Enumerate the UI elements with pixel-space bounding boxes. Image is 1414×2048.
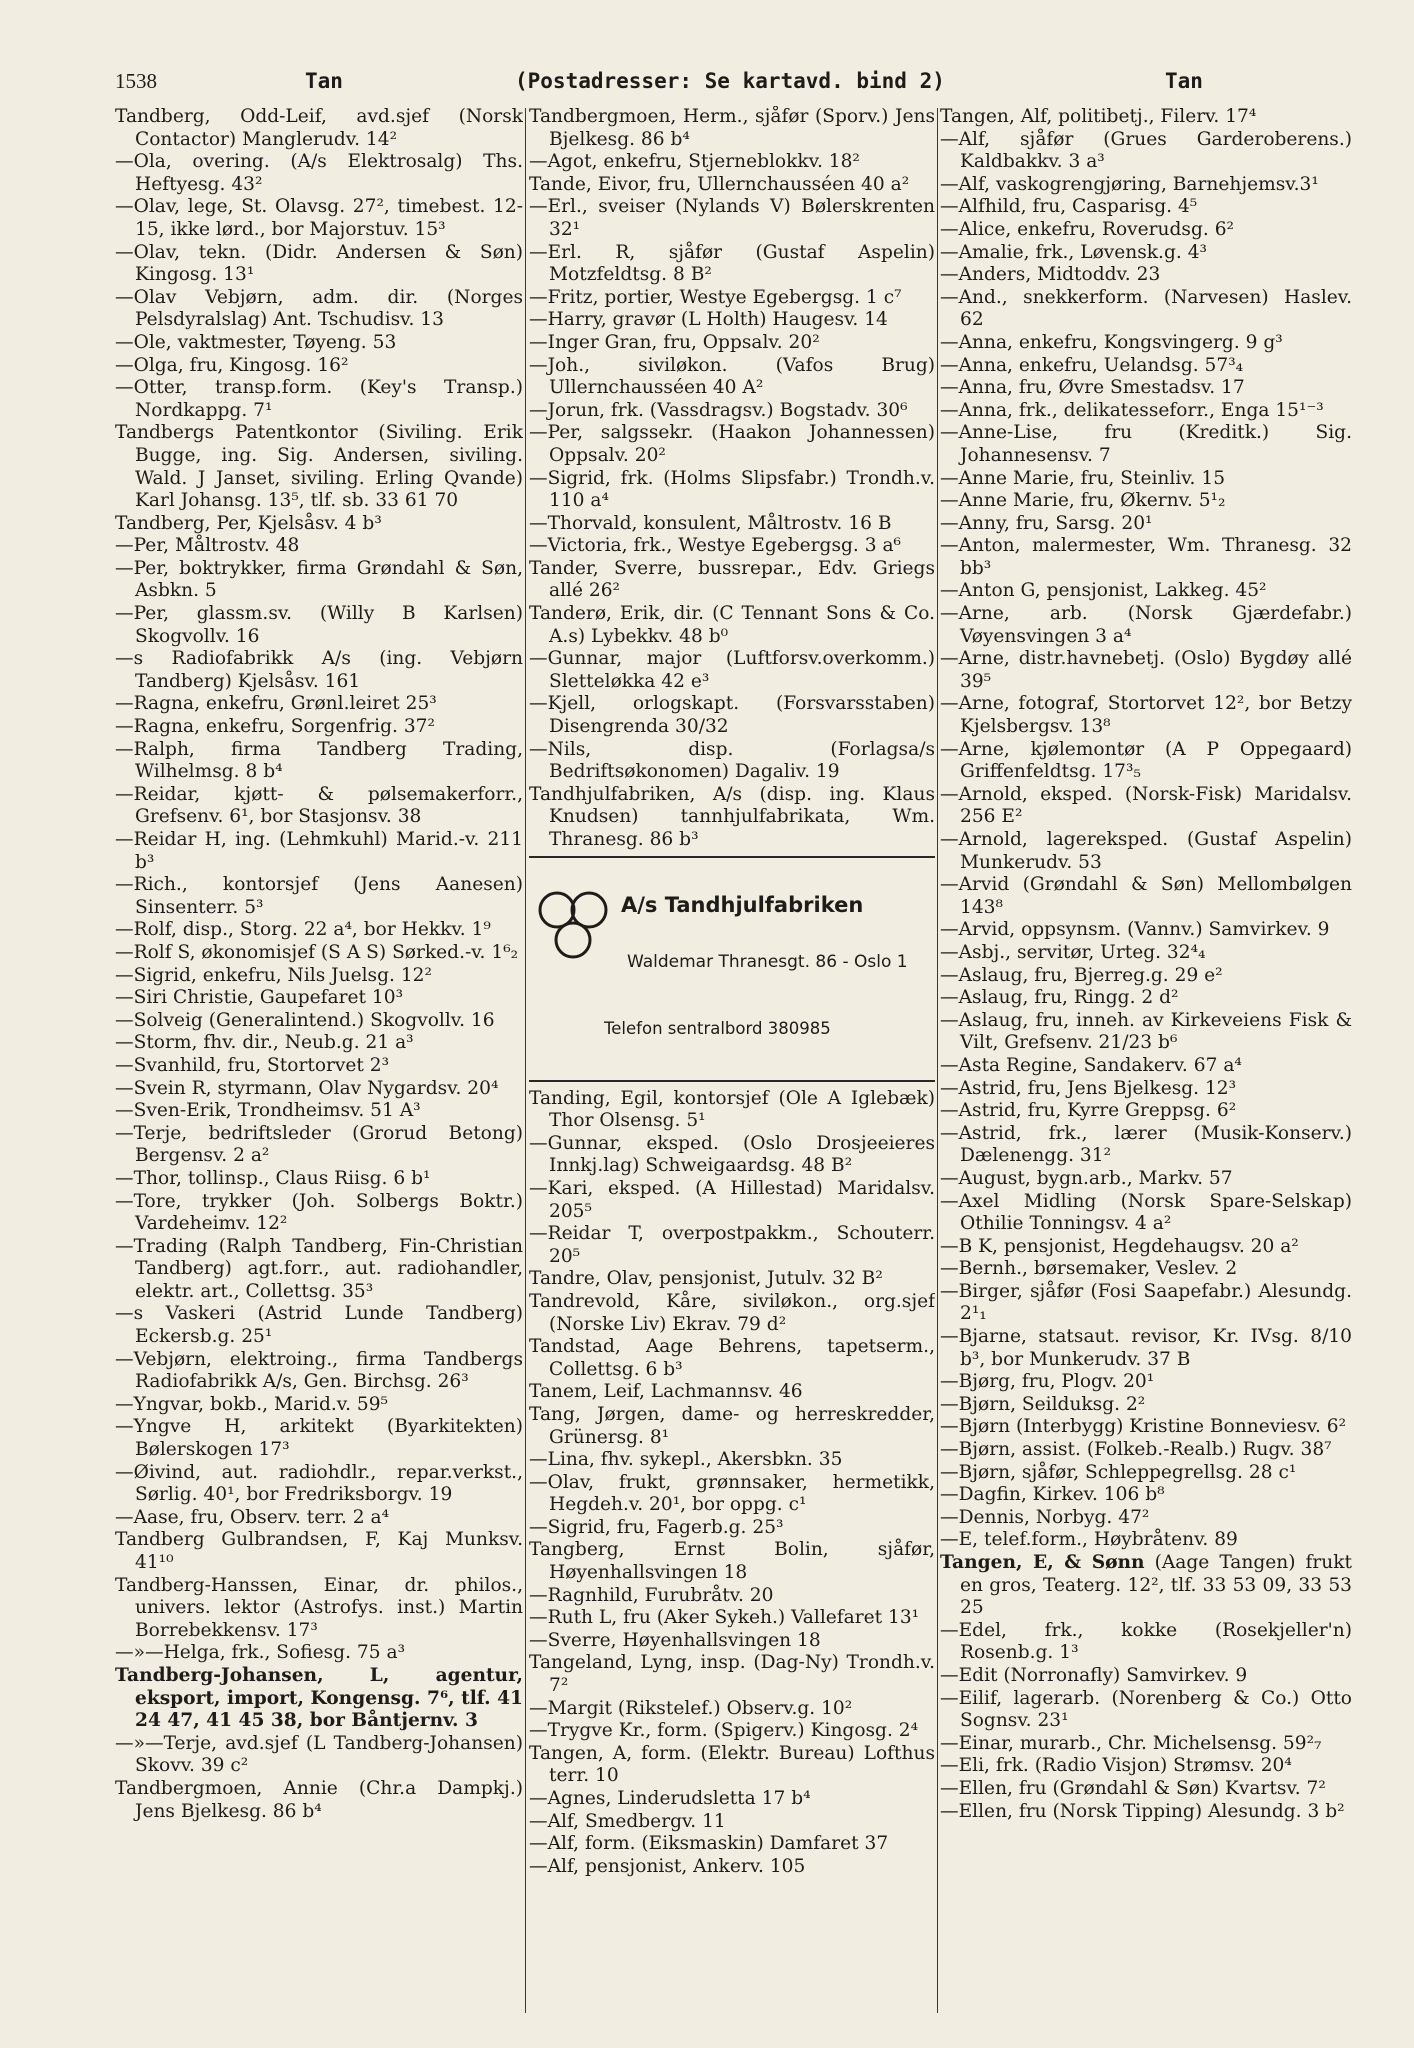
directory-entry: —Sverre, Høyenhallsvingen 18 (529, 1629, 821, 1651)
directory-entry: Tanderø, Erik, dir. (C Tennant Sons & Co. A.s) Lybekkv. 48 b⁰ (529, 603, 935, 647)
directory-entry: —Olga, fru, Kingosg. 16² (115, 354, 349, 376)
directory-entry: —Trading (Ralph Tandberg, Fin-Christian Tandberg) agt.forr., aut. radiohandler, elektr. art., Collettsg. 35³ (115, 1235, 523, 1302)
column-divider-1 (525, 108, 526, 2013)
directory-entry: —Sigrid, frk. (Holms Slipsfabr.) Trondh.v. 110 a⁴ (529, 467, 935, 512)
directory-entry: —Ola, overing. (A/s Elektrosalg) Ths. Heftyesg. 43² (115, 151, 523, 195)
directory-entry: —Per, glassm.sv. (Willy B Karlsen) Skogvollv. 16 (115, 603, 523, 647)
directory-entry: —Astrid, fru, Kyrre Greppsg. 6² (940, 1100, 1237, 1122)
directory-entry: —Sigrid, enkefru, Nils Juelsg. 12² (115, 964, 432, 986)
directory-entry: Tandberg-Hanssen, Einar, dr. philos., univers. lektor (Astrofys. inst.) Martin Borrebekkensv. 17³ (115, 1574, 523, 1641)
directory-entry: —Nils, disp. (Forlagsa/s Bedriftsøkonomen) Dagaliv. 19 (529, 738, 935, 783)
directory-entry: —Rich., kontorsjef (Jens Aanesen) Sinsenterr. 5³ (115, 874, 523, 918)
directory-entry: Tangberg, Ernst Bolin, sjåfør, Høyenhallsvingen 18 (529, 1539, 935, 1584)
directory-entry: —Ole, vaktmester, Tøyeng. 53 (115, 331, 397, 353)
directory-entry: —Olav, tekn. (Didr. Andersen & Søn) Kingosg. 13¹ (115, 241, 523, 286)
directory-entry: —Jorun, frk. (Vassdragsv.) Bogstadv. 30⁶ (529, 399, 908, 421)
directory-entry: Tanding, Egil, kontorsjef (Ole A Iglebæk) Thor Olsensg. 5¹ (529, 1087, 935, 1132)
directory-entry: —Bjørn, Seilduksg. 2² (940, 1393, 1146, 1415)
directory-entry: Tandre, Olav, pensjonist, Jutulv. 32 B² (529, 1268, 883, 1290)
directory-entry: —Aslaug, fru, Ringg. 2 d² (940, 987, 1179, 1009)
directory-entry: —Gunnar, major (Luftforsv.overkomm.) Sletteløkka 42 e³ (529, 648, 935, 692)
directory-entry: —Amalie, frk., Løvensk.g. 4³ (940, 241, 1207, 263)
header-center: (Postadresser: Se kartavd. bind 2) (515, 69, 945, 93)
directory-entry: —Dennis, Norbyg. 47² (940, 1506, 1150, 1528)
directory-entry: —Alf, sjåfør (Grues Garderoberens.) Kaldbakkv. 3 a³ (940, 128, 1352, 173)
directory-entry: —Harry, gravør (L Holth) Haugesv. 14 (529, 309, 888, 331)
directory-entry: —Bjørn (Interbygg) Kristine Bonneviesv. 6² (940, 1416, 1347, 1438)
directory-entry: —Eli, frk. (Radio Visjon) Strømsv. 20⁴ (940, 1755, 1292, 1777)
directory-entry: —Olav, frukt, grønnsaker, hermetikk, Hegdeh.v. 20¹, bor oppg. c¹ (529, 1471, 935, 1516)
directory-entry: —Gunnar, eksped. (Oslo Drosjeeieres Innkj.lag) Schweigaardsg. 48 B² (529, 1132, 935, 1177)
directory-entry: —Solveig (Generalintend.) Skogvollv. 16 (115, 1009, 495, 1031)
directory-entry: —Otter, transp.form. (Key's Transp.) Nordkappg. 7¹ (115, 377, 523, 421)
header-right-word: Tan (1165, 69, 1203, 93)
directory-entry: —Tore, trykker (Joh. Solbergs Boktr.) Vardeheimv. 12² (115, 1190, 523, 1235)
column-2-bottom-entries (529, 1088, 935, 1879)
directory-entry: —Sigrid, fru, Fagerb.g. 25³ (529, 1516, 784, 1538)
directory-entry: —s Radiofabrikk A/s (ing. Vebjørn Tandberg) Kjelsåsv. 161 (115, 648, 523, 692)
directory-entry: Tanem, Leif, Lachmannsv. 46 (529, 1381, 803, 1403)
directory-entry: —E, telef.form., Høybråtenv. 89 (940, 1529, 1238, 1551)
directory-entry: —Reidar, kjøtt- & pølsemakerforr., Grefsenv. 6¹, bor Stasjonsv. 38 (115, 783, 523, 828)
directory-entry: —Yngvar, bokb., Marid.v. 59⁵ (115, 1393, 389, 1415)
directory-entry: —Alf, pensjonist, Ankerv. 105 (529, 1855, 806, 1877)
directory-entry: Tangeland, Lyng, insp. (Dag-Ny) Trondh.v. 7² (529, 1652, 935, 1697)
directory-entry: —Asbj., servitør, Urteg. 32⁴₄ (940, 941, 1206, 963)
directory-entry: —Ragnhild, Furubråtv. 20 (529, 1584, 774, 1606)
directory-entry: —Bjørn, sjåfør, Schleppegrellsg. 28 c¹ (940, 1461, 1297, 1483)
directory-entry: Tandberg, Per, Kjelsåsv. 4 b³ (115, 512, 382, 534)
page-number: 1538 (115, 69, 157, 93)
directory-entry: —And., snekkerform. (Narvesen) Haslev. 62 (940, 286, 1352, 331)
ad-telephone: Telefon sentralbord 380985 (604, 1018, 831, 1038)
directory-entry: —Birger, sjåfør (Fosi Saapefabr.) Alesundg. 2¹₁ (940, 1280, 1352, 1325)
page-header (115, 64, 1350, 98)
directory-entry: Tangen, A, form. (Elektr. Bureau) Lofthus terr. 10 (529, 1742, 935, 1787)
directory-entry: —»—Helga, frk., Sofiesg. 75 a³ (115, 1642, 406, 1664)
directory-entry: —Ragna, enkefru, Grønl.leiret 25³ (115, 693, 437, 715)
directory-entry: —Arvid, oppsynsm. (Vannv.) Samvirkev. 9 (940, 919, 1330, 941)
directory-entry: Tandhjulfabriken, A/s (disp. ing. Klaus Knudsen) tannhjulfabrikata, Wm. Thranesg. 86 b³ (529, 783, 935, 850)
directory-entry: —s Vaskeri (Astrid Lunde Tandberg) Eckersb.g. 25¹ (115, 1303, 523, 1348)
directory-entry: Tangen, Alf, politibetj., Filerv. 17⁴ (940, 106, 1257, 127)
directory-entry: —Bjørn, assist. (Folkeb.-Realb.) Rugv. 38⁷ (940, 1439, 1332, 1461)
directory-entry: —Rolf, disp., Storg. 22 a⁴, bor Hekkv. 1⁹ (115, 919, 491, 941)
directory-entry: —Per, Måltrostv. 48 (115, 535, 300, 557)
directory-entry: —Ellen, fru (Grøndahl & Søn) Kvartsv. 7² (940, 1777, 1326, 1799)
header-left-word: Tan (305, 69, 343, 93)
directory-entry: Tandbergmoen, Annie (Chr.a Dampkj.) Jens Bjelkesg. 86 b⁴ (115, 1777, 523, 1822)
directory-entry: —Aslaug, fru, inneh. av Kirkeveiens Fisk & Vilt, Grefsenv. 21/23 b⁶ (940, 1009, 1352, 1054)
directory-entry: —Ruth L, fru (Aker Sykeh.) Vallefaret 13¹ (529, 1607, 920, 1629)
directory-entry: —Terje, bedriftsleder (Grorud Betong) Bergensv. 2 a² (115, 1122, 523, 1167)
directory-entry: Tandbergs Patentkontor (Siviling. Erik Bugge, ing. Sig. Andersen, siviling. Wald. J Janset, siviling. Erling Qvande) Karl Johansg. 13⁵, tlf. sb. 33 61 70 (115, 422, 523, 512)
directory-entry: —Thor, tollinsp., Claus Riisg. 6 b¹ (115, 1167, 431, 1189)
ad-address: Waldemar Thranesgt. 86 - Oslo 1 (627, 951, 908, 972)
directory-entry: —Aase, fru, Observ. terr. 2 a⁴ (115, 1506, 390, 1528)
directory-entry: —Fritz, portier, Westye Egebergsg. 1 c⁷ (529, 286, 902, 308)
directory-entry: —Bjarne, statsaut. revisor, Kr. IVsg. 8/10 b³, bor Munkerudv. 37 B (940, 1326, 1352, 1370)
directory-entry: —Arvid (Grøndahl & Søn) Mellombølgen 143⁸ (940, 874, 1352, 918)
directory-entry: —Anna, fru, Øvre Smestadsv. 17 (940, 377, 1245, 399)
directory-entry: —Anton, malermester, Wm. Thranesg. 32 bb³ (940, 535, 1352, 579)
directory-entry: —Per, salgssekr. (Haakon Johannessen) Oppsalv. 20² (529, 422, 935, 466)
directory-entry: —Eilif, lagerarb. (Norenberg & Co.) Otto Sognsv. 23¹ (940, 1687, 1352, 1732)
directory-entry: Tang, Jørgen, dame- og herreskredder, Grünersg. 8¹ (529, 1403, 935, 1448)
directory-entry: —Thorvald, konsulent, Måltrostv. 16 B (529, 512, 892, 534)
directory-entry: —Erl., sveiser (Nylands V) Bølerskrenten 32¹ (529, 196, 935, 240)
directory-entry: Tandberg-Johansen, L, agentur, eksport, import, Kongensg. 7⁶, tlf. 41 24 47, 41 45 38, bor Båntjernv. 3 (115, 1664, 523, 1732)
directory-entry: —Anne Marie, fru, Økernv. 5¹₂ (940, 490, 1226, 512)
directory-entry: —Arne, arb. (Norsk Gjærdefabr.) Vøyensvingen 3 a⁴ (940, 603, 1352, 647)
directory-entry: —Storm, fhv. dir., Neub.g. 21 a³ (115, 1032, 414, 1054)
directory-entry: —Anny, fru, Sarsg. 20¹ (940, 512, 1153, 534)
directory-entry: —Aslaug, fru, Bjerreg.g. 29 e² (940, 964, 1223, 986)
directory-entry: —Olav Vebjørn, adm. dir. (Norges Pelsdyralslag) Ant. Tschudisv. 13 (115, 286, 523, 331)
directory-entry: —Margit (Rikstelef.) Observ.g. 10² (529, 1697, 853, 1719)
directory-entry: —Kjell, orlogskapt. (Forsvarsstaben) Disengrenda 30/32 (529, 693, 935, 738)
directory-entry: —Arne, fotograf, Stortorvet 12², bor Betzy Kjelsbergsv. 13⁸ (940, 693, 1352, 738)
directory-entry: —Agnes, Linderudsletta 17 b⁴ (529, 1788, 811, 1809)
directory-entry: —August, bygn.arb., Markv. 57 (940, 1167, 1233, 1189)
directory-entry: —Arne, distr.havnebetj. (Oslo) Bygdøy allé 39⁵ (940, 648, 1352, 692)
directory-entry: Tander, Sverre, bussrepar., Edv. Griegs allé 26² (529, 557, 935, 602)
directory-entry: Tande, Eivor, fru, Ullernchausséen 40 a² (529, 173, 910, 195)
directory-entry: —Anna, enkefru, Uelandsg. 57³₄ (940, 354, 1244, 376)
directory-entry: —Ragna, enkefru, Sorgenfrig. 37² (115, 716, 435, 738)
directory-entry: —Einar, murarb., Chr. Michelsensg. 59²₇ (940, 1732, 1322, 1754)
directory-entry: —Rolf S, økonomisjef (S A S) Sørked.-v. 1⁶₂ (115, 941, 519, 963)
directory-entry: —Anna, enkefru, Kongsvingerg. 9 g³ (940, 331, 1283, 353)
directory-entry: —»—Terje, avd.sjef (L Tandberg-Johansen) Skovv. 39 c² (115, 1732, 523, 1777)
directory-entry: —Reidar T, overpostpakkm., Schouterr. 20⁵ (529, 1223, 935, 1267)
directory-entry: —Kari, eksped. (A Hillestad) Maridalsv. 205⁵ (529, 1177, 935, 1222)
directory-entry: Tangen, E, & Sønn (Aage Tangen) frukt en gros, Teaterg. 12², tlf. 33 53 09, 33 53 25 (940, 1552, 1352, 1619)
directory-entry: —B K, pensjonist, Hegdehaugsv. 20 a² (940, 1235, 1299, 1257)
directory-entry: Tandbergmoen, Herm., sjåfør (Sporv.) Jens Bjelkesg. 86 b⁴ (529, 106, 935, 150)
directory-entry: —Agot, enkefru, Stjerneblokkv. 18² (529, 151, 860, 173)
directory-entry: —Victoria, frk., Westye Egebergsg. 3 a⁶ (529, 535, 901, 557)
directory-entry: —Edit (Norronafly) Samvirkev. 9 (940, 1664, 1248, 1686)
directory-entry: —Svein R, styrmann, Olav Nygardsv. 20⁴ (115, 1077, 499, 1099)
directory-entry: —Øivind, aut. radiohdlr., repar.verkst., Sørlig. 40¹, bor Fredriksborgv. 19 (115, 1461, 523, 1506)
directory-entry: —Arnold, lagereksped. (Gustaf Aspelin) Munkerudv. 53 (940, 829, 1352, 873)
directory-entry: —Sven-Erik, Trondheimsv. 51 A³ (115, 1100, 421, 1122)
directory-entry: —Trygve Kr., form. (Spigerv.) Kingosg. 2⁴ (529, 1720, 919, 1742)
directory-entry: —Anna, frk., delikatesseforr., Enga 15¹⁻³ (940, 399, 1324, 421)
column-1 (115, 106, 523, 2026)
directory-entry: —Arne, kjølemontør (A P Oppegaard) Griffenfeldtsg. 17³₅ (940, 738, 1352, 783)
directory-entry: —Bernh., børsemaker, Veslev. 2 (940, 1258, 1238, 1280)
column-divider-2 (937, 108, 938, 2013)
directory-entry: Tandberg Gulbrandsen, F, Kaj Munksv. 41¹⁰ (115, 1529, 523, 1573)
directory-entry: —Ellen, fru (Norsk Tipping) Alesundg. 3 b² (940, 1800, 1345, 1822)
directory-entry: —Astrid, frk., lærer (Musik-Konserv.) Dælenengg. 31² (940, 1122, 1352, 1167)
directory-entry: —Yngve H, arkitekt (Byarkitekten) Bølerskogen 17³ (115, 1416, 523, 1461)
directory-entry: —Anders, Midtoddv. 23 (940, 264, 1161, 286)
ad-company-name: A/s Tandhjulfabriken (621, 892, 864, 917)
directory-entry: —Axel Midling (Norsk Spare-Selskap) Othilie Tonningsv. 4 a² (940, 1190, 1352, 1235)
column-3 (940, 106, 1352, 2026)
directory-entry: —Siri Christie, Gaupefaret 10³ (115, 987, 404, 1009)
directory-entry: —Dagfin, Kirkev. 106 b⁸ (940, 1484, 1165, 1506)
directory-entry: —Bjørg, fru, Plogv. 20¹ (940, 1371, 1155, 1393)
column-2-top-entries (529, 106, 935, 852)
directory-entry: —Anne Marie, fru, Steinliv. 15 (940, 467, 1226, 489)
directory-entry: —Reidar H, ing. (Lehmkuhl) Marid.-v. 211 b³ (115, 829, 523, 873)
directory-entry: —Ralph, firma Tandberg Trading, Wilhelmsg. 8 b⁴ (115, 738, 523, 783)
directory-entry: —Arnold, eksped. (Norsk-Fisk) Maridalsv. 256 E² (940, 783, 1352, 828)
directory-entry: —Joh., siviløkon. (Vafos Brug) Ullernchausséen 40 A² (529, 354, 935, 399)
directory-entry: —Inger Gran, fru, Oppsalv. 20² (529, 331, 820, 353)
directory-entry: —Vebjørn, elektroing., firma Tandbergs Radiofabrikk A/s, Gen. Birchsg. 26³ (115, 1348, 523, 1393)
directory-entry: —Lina, fhv. sykepl., Akersbkn. 35 (529, 1449, 843, 1471)
directory-entry: Tandberg, Odd-Leif, avd.sjef (Norsk Contactor) Manglerudv. 14² (115, 106, 523, 150)
directory-entry: —Alf, form. (Eiksmaskin) Damfaret 37 (529, 1833, 889, 1855)
directory-entry: Tandrevold, Kåre, siviløkon., org.sjef (Norske Liv) Ekrav. 79 d² (529, 1290, 935, 1335)
directory-entry: —Asta Regine, Sandakerv. 67 a⁴ (940, 1054, 1242, 1076)
directory-entry: —Alice, enkefru, Roverudsg. 6² (940, 218, 1234, 240)
directory-entry: —Astrid, fru, Jens Bjelkesg. 12³ (940, 1077, 1237, 1099)
directory-entry: —Anton G, pensjonist, Lakkeg. 45² (940, 580, 1267, 602)
directory-entry: —Svanhild, fru, Stortorvet 2³ (115, 1054, 390, 1076)
directory-entry: Tandstad, Aage Behrens, tapetserm., Collettsg. 6 b³ (529, 1336, 935, 1380)
gear-logo-icon (537, 890, 617, 962)
directory-entry: —Alf, Smedbergv. 11 (529, 1810, 726, 1832)
directory-entry: —Olav, lege, St. Olavsg. 27², timebest. 12-15, ikke lørd., bor Majorstuv. 15³ (115, 196, 523, 240)
directory-entry: —Alfhild, fru, Casparisg. 4⁵ (940, 196, 1198, 218)
advertisement (529, 856, 935, 1082)
directory-entry: —Anne-Lise, fru (Kreditk.) Sig. Johannesensv. 7 (940, 422, 1352, 466)
directory-entry: —Alf, vaskogrengjøring, Barnehjemsv.3¹ (940, 173, 1319, 195)
column-2 (529, 106, 935, 2026)
directory-entry: —Edel, frk., kokke (Rosekjeller'n) Rosenb.g. 1³ (940, 1619, 1352, 1664)
directory-entry: —Per, boktrykker, firma Grøndahl & Søn, Asbkn. 5 (115, 557, 523, 602)
directory-entry: —Erl. R, sjåfør (Gustaf Aspelin) Motzfeldtsg. 8 B² (529, 241, 935, 286)
